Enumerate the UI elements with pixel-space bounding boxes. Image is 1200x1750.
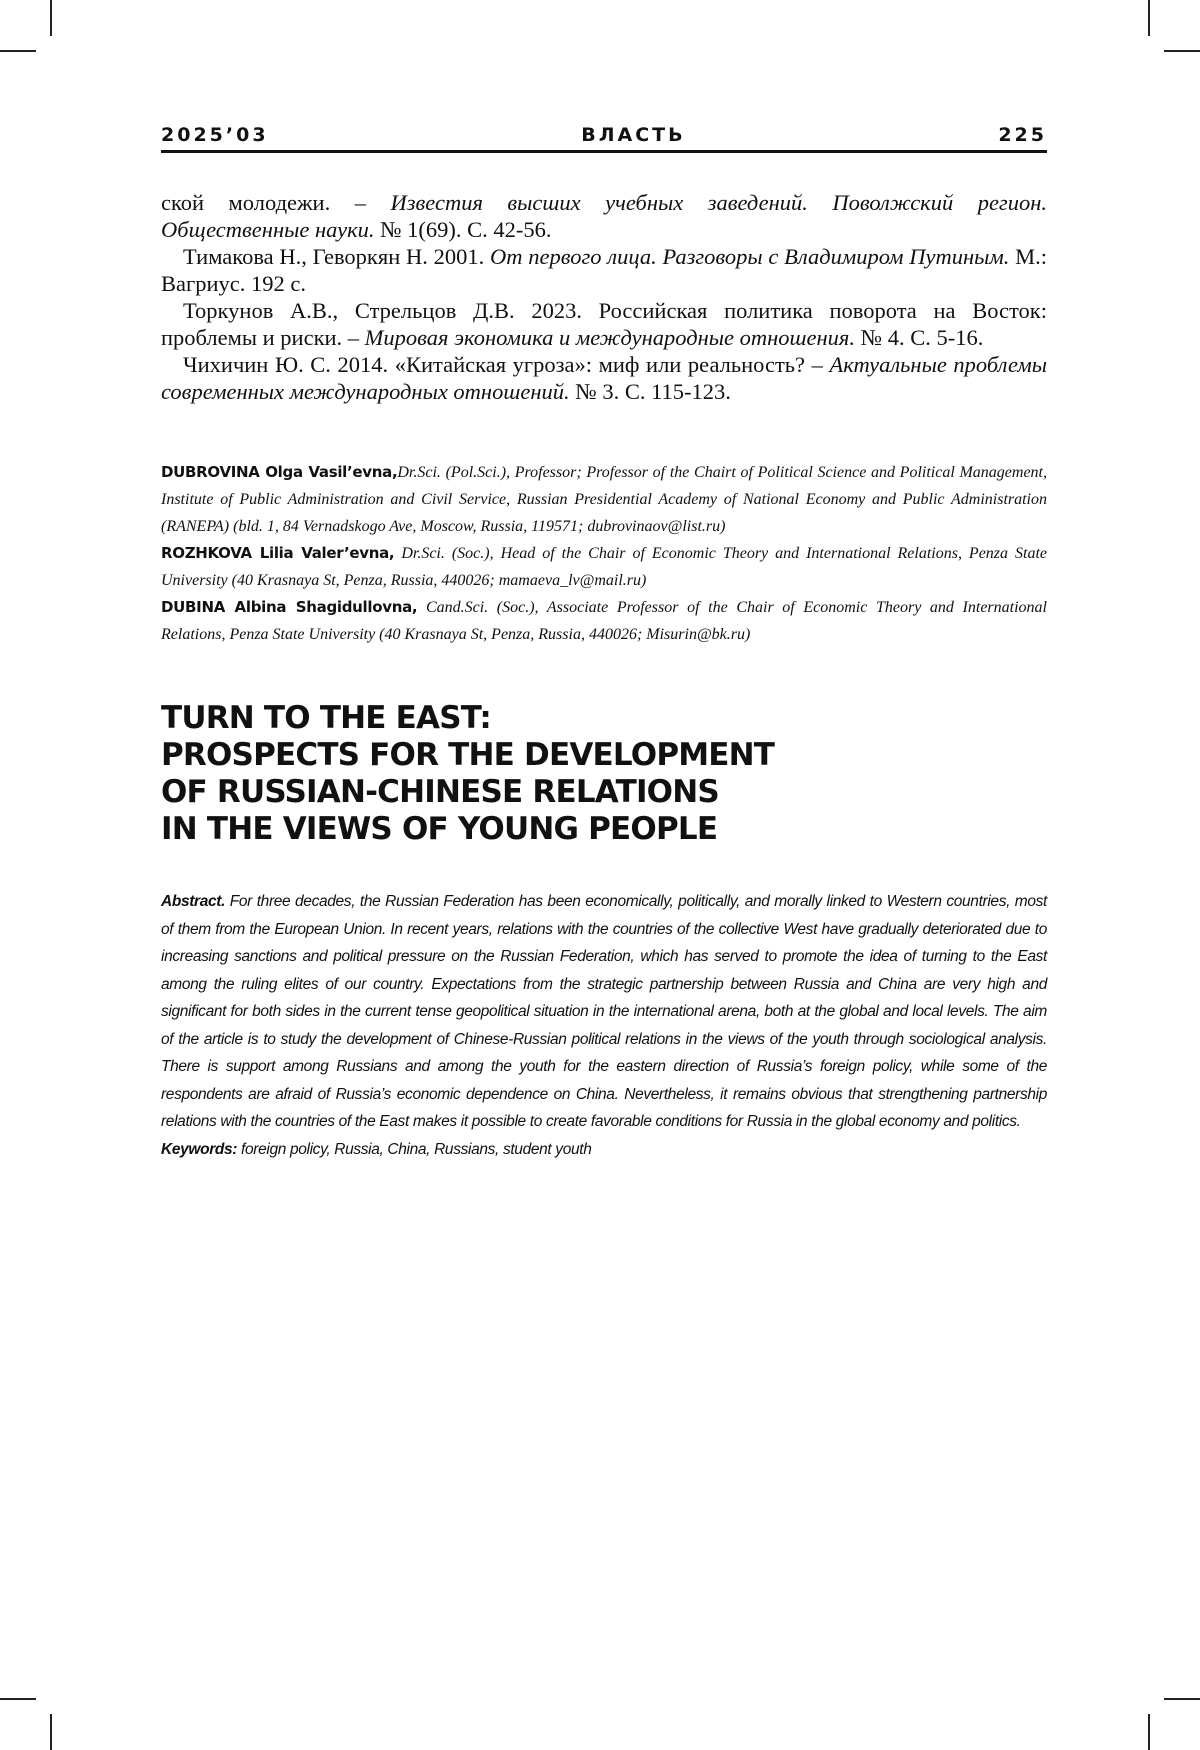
page	[161, 124, 1047, 1163]
author-name: DUBINA Albina Shagidullovna,	[161, 598, 417, 616]
issue-number: 2025’03	[161, 124, 269, 146]
reference-list	[161, 189, 1047, 405]
abstract	[161, 888, 1047, 1136]
title-line: IN THE VIEWS OF YOUNG PEOPLE	[161, 811, 1047, 848]
keywords	[161, 1136, 1047, 1164]
author-details: Dr.Sci. (Pol.Sci.), Professor; Professor of the Chairt of Political Science and Political Management, Institute of Public Administration and Civil Service, Russian Presidential Academy of National Economy and Public Administration (RANEPA) (bld. 1, 84 Vernadskogo Ave, Moscow, Russia, 119571; dubrovinaov@list.ru)	[161, 464, 1047, 535]
reference-item: ской молодежи. – Известия высших учебных заведений. Поволжский регион. Общественные науки. № 1(69). С. 42-56.	[161, 189, 1047, 243]
crop-mark	[1164, 50, 1200, 52]
author-entry	[161, 540, 1047, 594]
crop-mark	[1148, 0, 1150, 36]
abstract-section	[161, 888, 1047, 1163]
crop-mark	[0, 50, 36, 52]
reference-item: Тимакова Н., Геворкян Н. 2001. От первого лица. Разговоры с Владимиром Путиным. М.: Вагриус. 192 с.	[161, 243, 1047, 297]
author-entry	[161, 459, 1047, 540]
author-name: DUBROVINA Olga Vasil’evna,	[161, 463, 397, 481]
title-line: TURN TO THE EAST:	[161, 700, 1047, 737]
article-title	[161, 700, 1047, 848]
keywords-text: foreign policy, Russia, China, Russians, student youth	[237, 1141, 591, 1158]
author-details: Dr.Sci. (Soc.), Head of the Chair of Economic Theory and International Relations, Penza State University (40 Krasnaya St, Penza, Russia, 440026; mamaeva_lv@mail.ru)	[161, 545, 1047, 589]
author-name: ROZHKOVA Lilia Valer’evna,	[161, 544, 394, 562]
crop-mark	[50, 0, 52, 36]
title-line: PROSPECTS FOR THE DEVELOPMENT	[161, 737, 1047, 774]
crop-mark	[0, 1698, 36, 1700]
author-info	[161, 459, 1047, 648]
page-number: 225	[998, 124, 1047, 146]
keywords-label: Keywords:	[161, 1141, 237, 1158]
reference-item: Торкунов А.В., Стрельцов Д.В. 2023. Российская политика поворота на Восток: проблемы и риски. – Мировая экономика и международные отношения. № 4. С. 5-16.	[161, 297, 1047, 351]
crop-mark	[1164, 1698, 1200, 1700]
abstract-label: Abstract.	[161, 893, 225, 910]
abstract-text: For three decades, the Russian Federation has been economically, politically, and morally linked to Western countries, most of them from the European Union. In recent years, relations with the countries of the collective West have gradually deteriorated due to increasing sanctions and political pressure on the Russian Federation, which has served to promote the idea of turning to the East among the ruling elites of our country. Expectations from the strategic partnership between Russia and China are very high and significant for both sides in the current tense geopolitical situation in the international arena, both at the global and local levels. The aim of the article is to study the development of Chinese-Russian political relations in the views of the youth through sociological analysis. There is support among Russians and among the youth for the eastern direction of Russia’s foreign policy, while some of the respondents are afraid of Russia’s economic dependence on China. Nevertheless, it remains obvious that strengthening partnership relations with the countries of the East makes it possible to create favorable conditions for Russia in the global economy and politics.	[161, 893, 1047, 1130]
crop-mark	[1148, 1714, 1150, 1750]
author-entry	[161, 594, 1047, 648]
crop-mark	[50, 1714, 52, 1750]
title-line: OF RUSSIAN-CHINESE RELATIONS	[161, 774, 1047, 811]
reference-item: Чихичин Ю. С. 2014. «Китайская угроза»: миф или реальность? – Актуальные проблемы современных международных отношений. № 3. С. 115-123.	[161, 351, 1047, 405]
running-header	[161, 124, 1047, 153]
journal-name: ВЛАСТЬ	[581, 124, 685, 146]
author-details: Cand.Sci. (Soc.), Associate Professor of the Chair of Economic Theory and International Relations, Penza State University (40 Krasnaya St, Penza, Russia, 440026; Misurin@bk.ru)	[161, 599, 1047, 643]
